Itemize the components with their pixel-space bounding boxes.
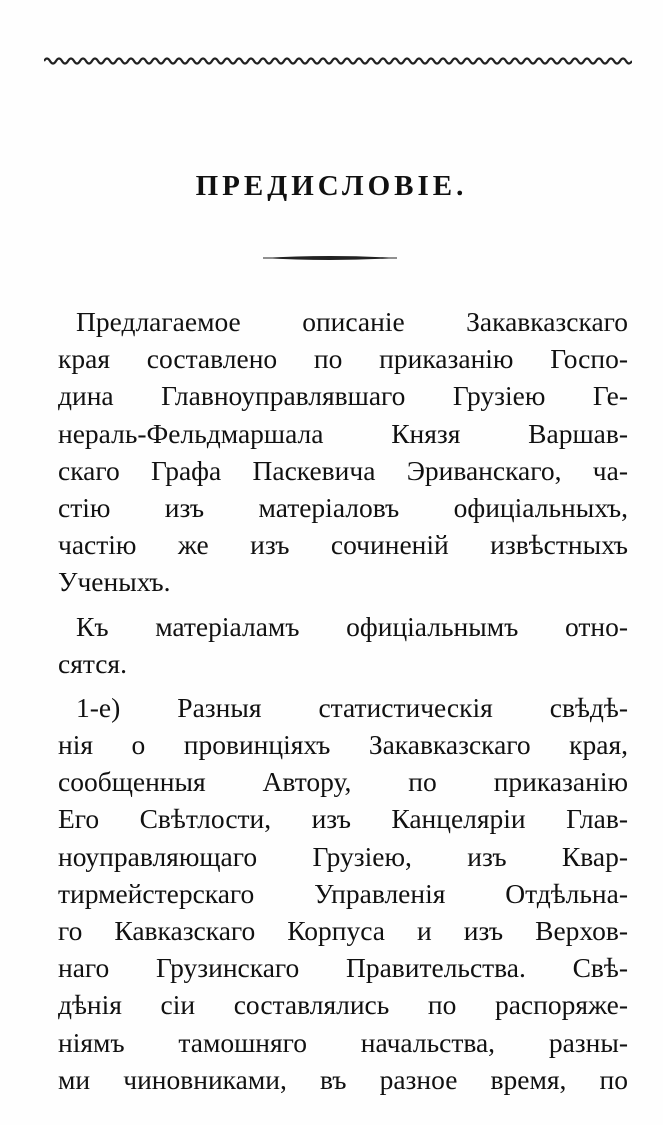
text-line: стію изъ матеріаловъ офиціальныхъ, [58,491,628,523]
text-line: частію же изъ сочиненій извѣстныхъ [58,529,628,561]
text-line: ніямъ тамошняго начальства, разны- [58,1026,628,1058]
text-line: ми чиновниками, въ разное время, по [58,1063,628,1095]
text-line: тирмейстерскаго Управленія Отдѣльна- [58,877,628,909]
text-line: наго Грузинскаго Правительства. Свѣ- [58,952,628,984]
paragraph [58,689,628,1098]
text-line: 1-е) Разныя статистическія свѣдѣ- [76,691,628,723]
paragraph [58,608,628,682]
text-line: скаго Графа Паскевича Эриванскаго, ча- [58,454,628,486]
text-line: Его Свѣтлости, изъ Канцеляріи Глав- [58,803,628,835]
text-line: ноуправляющаго Грузіею, изъ Квар- [58,840,628,872]
text-line: сообщенныя Автору, по приказанію [58,766,628,798]
text-line: дѣнія сіи составлялись по распоряже- [58,989,628,1021]
preface-body [58,303,628,1105]
page-title: ПРЕДИСЛОВІЕ. [195,170,468,202]
paragraph [58,303,628,601]
text-line: дина Главноуправлявшаго Грузіею Ге- [58,380,628,412]
text-line: Предлагаемое описаніе Закавказскаго [76,306,628,337]
text-line: нія о провинціяхъ Закавказскаго края, [58,729,628,761]
text-line: го Кавказскаго Корпуса и изъ Верхов- [58,915,628,946]
text-line: края составлено по приказанію Госпо- [58,343,628,375]
text-line: Ученыхъ. [58,566,171,598]
text-line: сятся. [58,647,127,679]
text-line: Къ матеріаламъ офиціальнымъ отно- [76,610,628,642]
text-line: нераль-Фельдмаршала Князя Варшав- [58,417,628,449]
ornamental-header-rule [44,54,632,68]
decorative-divider [263,253,397,263]
